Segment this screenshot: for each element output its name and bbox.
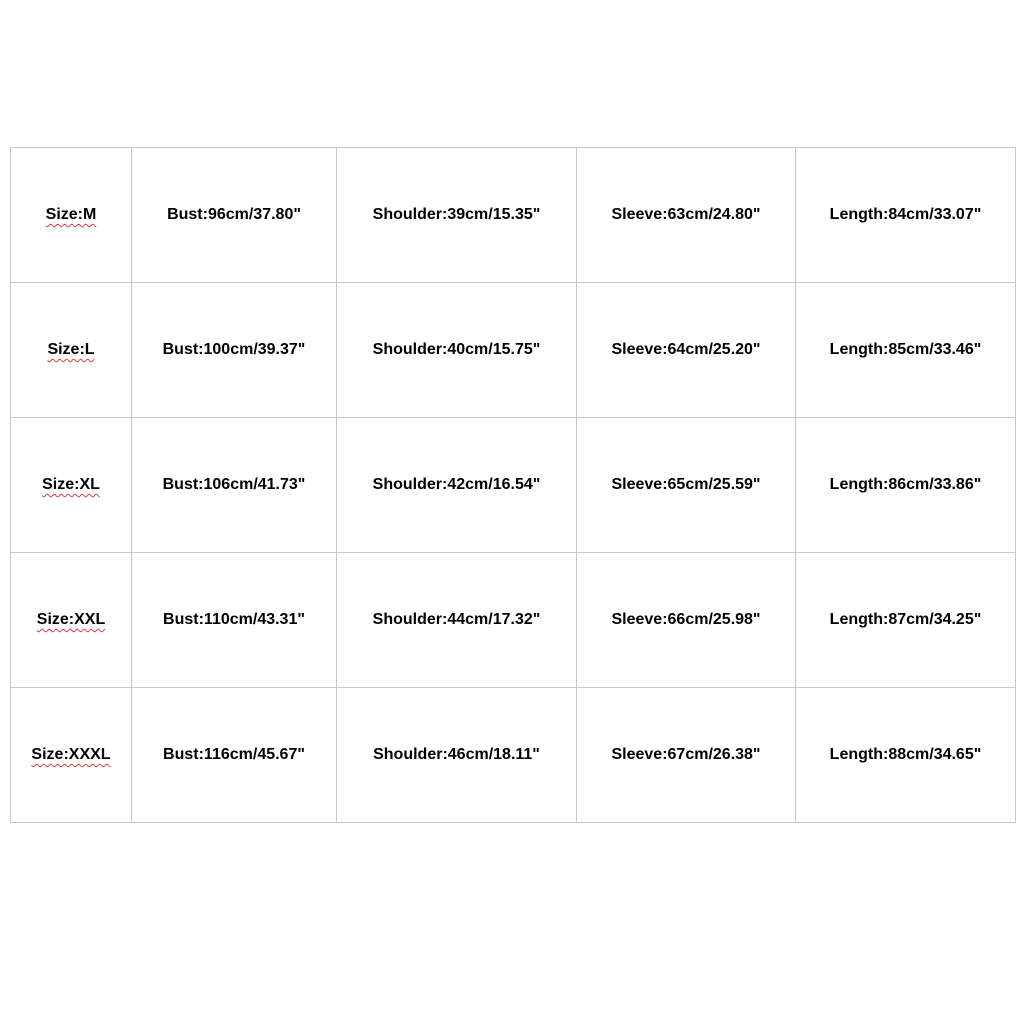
- size-cell: [11, 418, 132, 553]
- length-cell: Length:85cm/33.46": [796, 283, 1016, 418]
- sleeve-cell: Sleeve:64cm/25.20": [577, 283, 796, 418]
- length-cell: Length:84cm/33.07": [796, 148, 1016, 283]
- table-row: [11, 688, 1016, 823]
- table-row: [11, 283, 1016, 418]
- shoulder-cell: Shoulder:46cm/18.11": [337, 688, 577, 823]
- size-label: Size:XXXL: [31, 746, 111, 763]
- shoulder-cell: Shoulder:39cm/15.35": [337, 148, 577, 283]
- size-cell: [11, 148, 132, 283]
- table-row: [11, 553, 1016, 688]
- size-label: Size:XXL: [36, 611, 106, 628]
- bust-cell: Bust:96cm/37.80": [132, 148, 337, 283]
- table-row: [11, 418, 1016, 553]
- size-cell: [11, 553, 132, 688]
- bust-cell: Bust:106cm/41.73": [132, 418, 337, 553]
- size-chart-table: [10, 147, 1016, 823]
- size-label: Size:XL: [42, 476, 100, 493]
- sleeve-cell: Sleeve:67cm/26.38": [577, 688, 796, 823]
- length-cell: Length:88cm/34.65": [796, 688, 1016, 823]
- length-cell: Length:86cm/33.86": [796, 418, 1016, 553]
- sleeve-cell: Sleeve:65cm/25.59": [577, 418, 796, 553]
- bust-cell: Bust:110cm/43.31": [132, 553, 337, 688]
- shoulder-cell: Shoulder:44cm/17.32": [337, 553, 577, 688]
- shoulder-cell: Shoulder:42cm/16.54": [337, 418, 577, 553]
- size-label: Size:L: [47, 341, 95, 358]
- length-cell: Length:87cm/34.25": [796, 553, 1016, 688]
- sleeve-cell: Sleeve:66cm/25.98": [577, 553, 796, 688]
- shoulder-cell: Shoulder:40cm/15.75": [337, 283, 577, 418]
- sleeve-cell: Sleeve:63cm/24.80": [577, 148, 796, 283]
- size-label: Size:M: [45, 206, 97, 223]
- bust-cell: Bust:100cm/39.37": [132, 283, 337, 418]
- bust-cell: Bust:116cm/45.67": [132, 688, 337, 823]
- size-cell: [11, 283, 132, 418]
- size-cell: [11, 688, 132, 823]
- table-row: [11, 148, 1016, 283]
